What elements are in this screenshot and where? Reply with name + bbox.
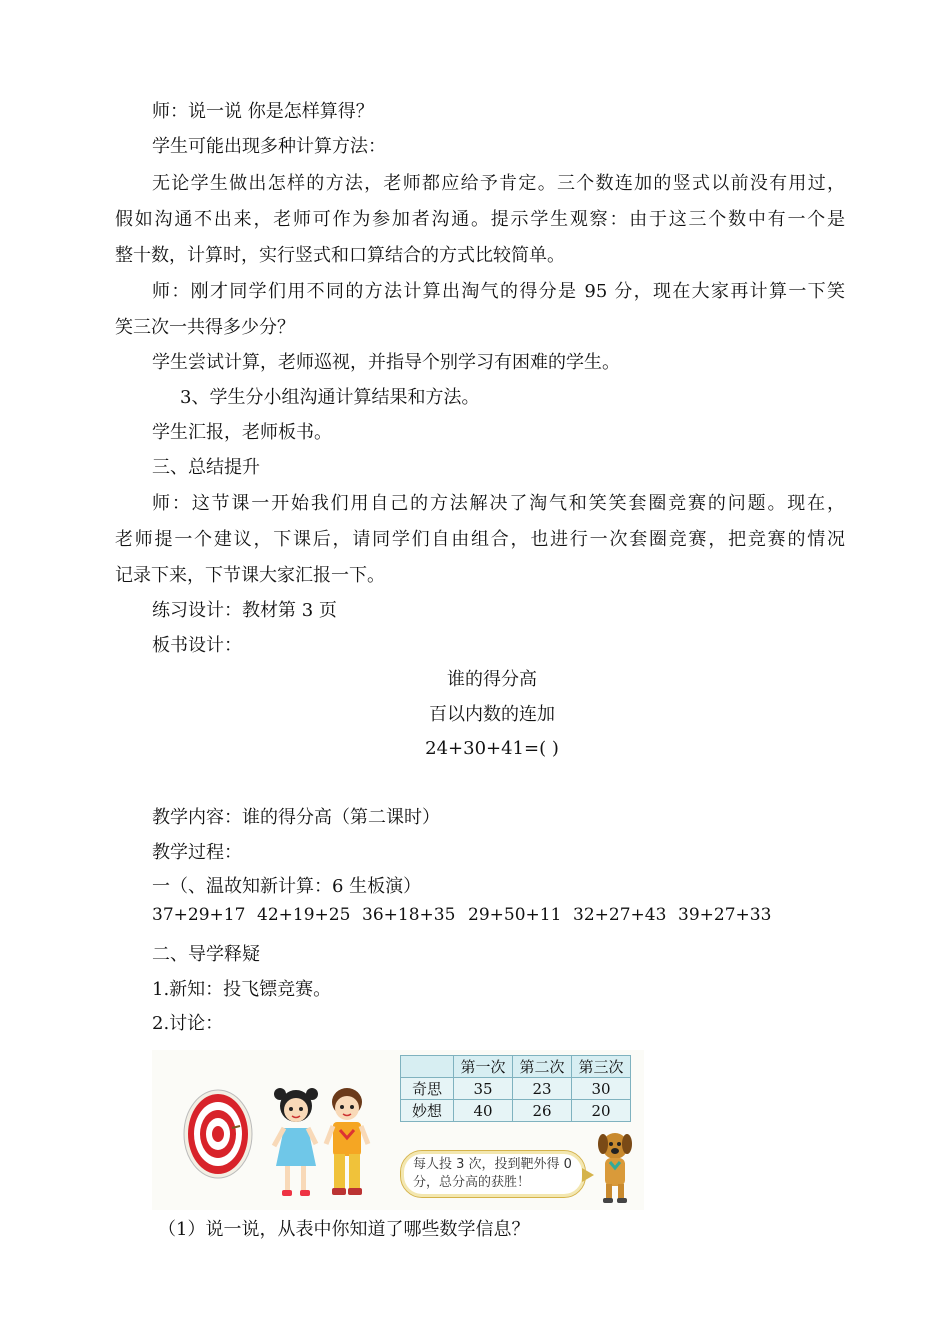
- expression: 37+29+17: [152, 905, 246, 925]
- paragraph: （1）说一说，从表中你知道了哪些数学信息？: [158, 1219, 530, 1240]
- paragraph: 板书设计：: [152, 635, 242, 656]
- paragraph: 教学过程：: [152, 842, 242, 863]
- paragraph: 师：刚才同学们用不同的方法计算出淘气的得分是 95 分，现在大家再计算一下笑: [152, 281, 845, 302]
- board-subtitle: 百以内数的连加: [429, 704, 555, 725]
- expression: 29+50+11: [468, 905, 562, 925]
- section-heading: 二、导学释疑: [152, 944, 260, 965]
- paragraph: 整十数，计算时，实行竖式和口算结合的方式比较简单。: [115, 245, 565, 266]
- paragraph: 师：这节课一开始我们用自己的方法解决了淘气和笑笑套圈竞赛的问题。现在，: [152, 493, 845, 514]
- textbook-illustration: [152, 1050, 644, 1210]
- paragraph: 老师提一个建议，下课后，请同学们自由组合，也进行一次套圈竞赛，把竞赛的情况: [115, 529, 845, 550]
- paragraph: 假如沟通不出来，老师可作为参加者沟通。提示学生观察：由于这三个数中有一个是: [115, 209, 845, 230]
- paragraph: 无论学生做出怎样的方法，老师都应给予肯定。三个数连加的竖式以前没有用过，: [152, 173, 845, 194]
- expression: 39+27+33: [678, 905, 772, 925]
- table-header: [401, 1056, 454, 1078]
- girl-figure-icon: [270, 1084, 322, 1204]
- table-row: [401, 1078, 631, 1100]
- table-cell: 奇思: [401, 1078, 454, 1100]
- speech-bubble: [400, 1150, 586, 1198]
- paragraph: 一（、温故知新计算：6 生板演）: [152, 876, 422, 897]
- paragraph: 学生汇报，老师板书。: [152, 422, 332, 443]
- exercise-expressions: [152, 905, 872, 929]
- table-cell: 20: [572, 1100, 631, 1122]
- table-cell: 26: [513, 1100, 572, 1122]
- table-header: 第三次: [572, 1056, 631, 1078]
- dartboard-icon: [182, 1088, 254, 1180]
- boy-figure-icon: [322, 1082, 372, 1204]
- paragraph: 笑三次一共得多少分？: [115, 317, 295, 338]
- table-cell: 23: [513, 1078, 572, 1100]
- table-header: 第二次: [513, 1056, 572, 1078]
- expression: 32+27+43: [573, 905, 667, 925]
- table-cell: 35: [454, 1078, 513, 1100]
- expression: 42+19+25: [257, 905, 351, 925]
- paragraph: 2.讨论：: [152, 1013, 224, 1034]
- score-table: [400, 1055, 631, 1122]
- dog-figure-icon: [592, 1128, 638, 1208]
- paragraph: 学生尝试计算，老师巡视，并指导个别学习有困难的学生。: [152, 352, 620, 373]
- board-title: 谁的得分高: [447, 669, 537, 690]
- paragraph: 练习设计：教材第 3 页: [152, 600, 337, 621]
- table-cell: 40: [454, 1100, 513, 1122]
- paragraph: 师：说一说 你是怎样算得？: [152, 101, 374, 122]
- expression: 36+18+35: [362, 905, 456, 925]
- table-header: 第一次: [454, 1056, 513, 1078]
- section-heading: 三、总结提升: [152, 457, 260, 478]
- table-cell: 妙想: [401, 1100, 454, 1122]
- speech-bubble-text: 每人投 3 次，投到靶外得 0 分，总分高的获胜！: [413, 1157, 572, 1190]
- paragraph: 1.新知：投飞镖竞赛。: [152, 979, 332, 1000]
- paragraph: 教学内容：谁的得分高（第二课时）: [152, 807, 440, 828]
- paragraph: 记录下来，下节课大家汇报一下。: [115, 565, 385, 586]
- paragraph: 学生可能出现多种计算方法：: [152, 136, 386, 157]
- table-row: [401, 1100, 631, 1122]
- table-cell: 30: [572, 1078, 631, 1100]
- paragraph: 3、学生分小组沟通计算结果和方法。: [180, 387, 480, 408]
- board-equation: 24+30+41=( ): [425, 738, 559, 759]
